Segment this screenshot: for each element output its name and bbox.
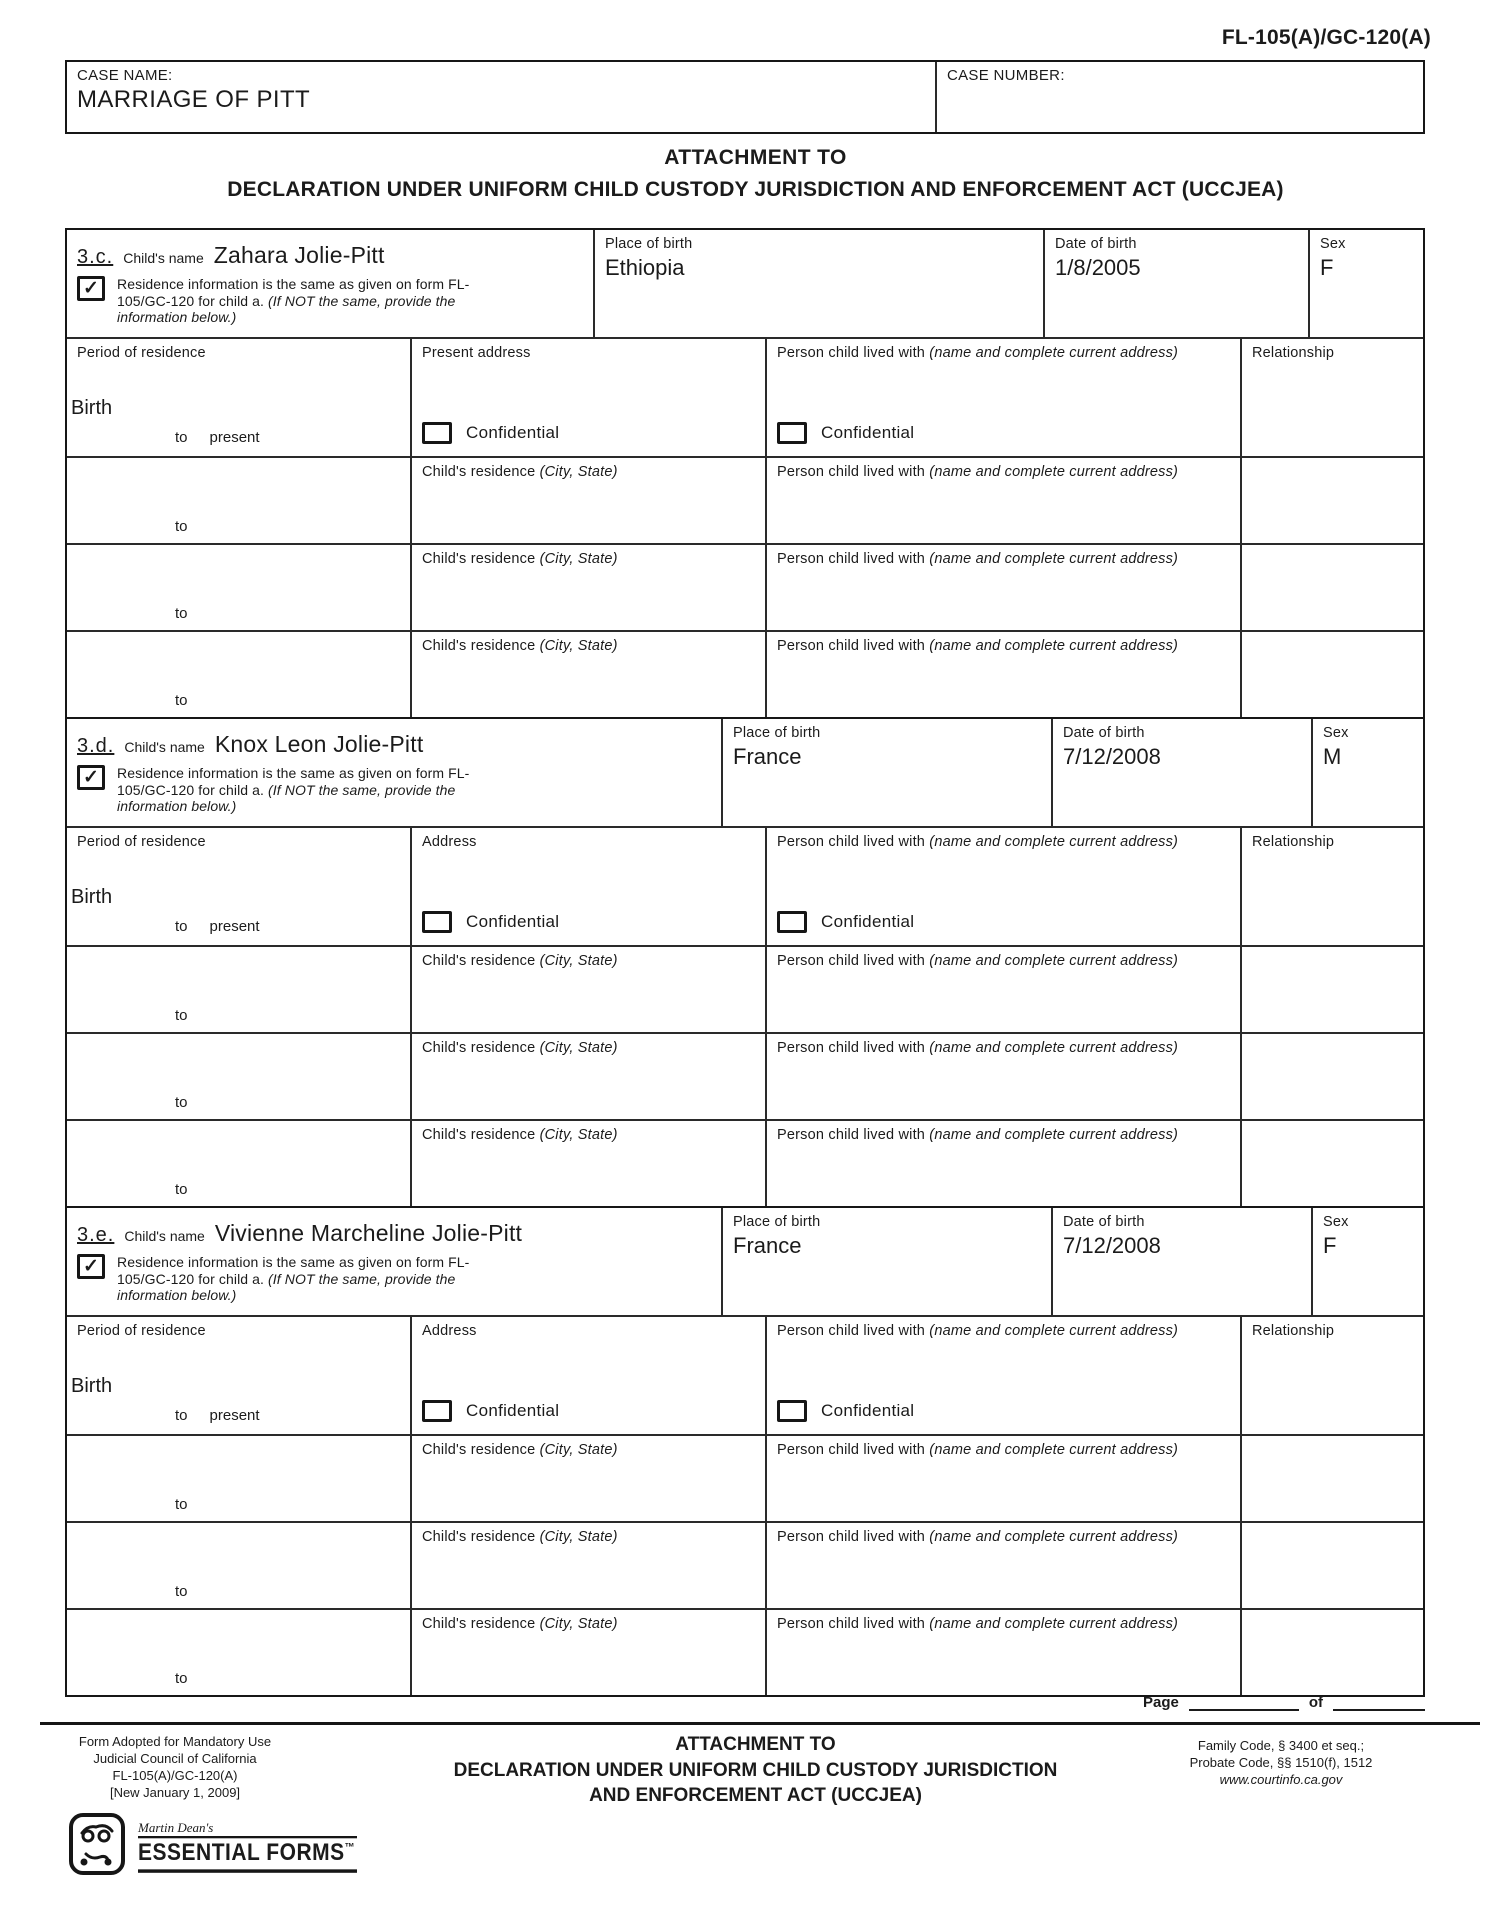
- address-cell: [412, 947, 767, 1032]
- residence-row: [67, 945, 1423, 1032]
- date-of-birth-value: 1/8/2005: [1055, 255, 1141, 280]
- person-lived-with-label: [777, 638, 1230, 654]
- period-of-residence-cell: [67, 947, 412, 1032]
- period-of-residence-cell: [67, 545, 412, 630]
- person-lived-with-cell: [767, 339, 1242, 456]
- logo-brand-name: Martin Dean's: [138, 1820, 214, 1835]
- person-lived-with-label: [777, 1040, 1230, 1056]
- present-label: present: [209, 429, 260, 446]
- confidential-checkbox[interactable]: [777, 422, 807, 444]
- child-name-value: Vivienne Marcheline Jolie-Pitt: [214, 1220, 523, 1246]
- residence-note-plain: Residence information is the same as given on form FL-105/GC-120 for child a.: [117, 1254, 470, 1287]
- childs-residence-plain: Child's residence: [422, 1127, 540, 1143]
- childs-residence-label: [422, 1127, 755, 1143]
- childs-residence-plain: Child's residence: [422, 551, 540, 567]
- person-lived-with-label: [777, 1529, 1230, 1545]
- case-name-value: MARRIAGE OF PITT: [77, 86, 311, 113]
- item-number: 3.c.: [77, 246, 114, 268]
- to-label: to: [175, 918, 188, 935]
- person-label-italic: (name and complete current address): [929, 551, 1179, 567]
- place-of-birth-label: Place of birth: [605, 236, 693, 252]
- person-lived-with-label: [777, 834, 1230, 850]
- to-label: to: [175, 1007, 188, 1024]
- page-number-blank: [1189, 1697, 1299, 1711]
- place-of-birth-cell: [595, 230, 1045, 337]
- person-lived-with-cell: [767, 1523, 1242, 1608]
- adoption-line: Judicial Council of California: [93, 1750, 257, 1766]
- child-header-row: [67, 1208, 1423, 1315]
- period-of-residence-cell: [67, 1121, 412, 1206]
- item-number: 3.e.: [77, 1224, 115, 1246]
- childs-residence-label: [422, 638, 755, 654]
- person-lived-with-label: [777, 1323, 1230, 1339]
- person-label-italic: (name and complete current address): [929, 1616, 1179, 1632]
- to-label: to: [175, 1094, 188, 1111]
- childs-residence-label: [422, 551, 755, 567]
- period-of-residence-cell: [67, 1034, 412, 1119]
- relationship-cell: [1242, 1121, 1423, 1206]
- residence-note-plain: Residence information is the same as given on form FL-105/GC-120 for child a.: [117, 276, 470, 309]
- person-label-plain: Person child lived with: [777, 464, 930, 480]
- birth-value: Birth: [71, 397, 113, 419]
- date-of-birth-label: Date of birth: [1063, 725, 1145, 741]
- person-label-italic: (name and complete current address): [929, 638, 1179, 654]
- period-of-residence-label: Period of residence: [77, 1323, 206, 1339]
- present-label: present: [209, 1407, 260, 1424]
- case-name-label: CASE NAME:: [77, 67, 173, 84]
- person-lived-with-cell: [767, 545, 1242, 630]
- period-of-residence-cell: [67, 1436, 412, 1521]
- to-label: to: [175, 1407, 188, 1424]
- place-of-birth-value: France: [733, 744, 802, 769]
- place-of-birth-value: Ethiopia: [605, 255, 685, 280]
- address-cell: [412, 339, 767, 456]
- residence-note: [117, 276, 497, 326]
- childs-residence-plain: Child's residence: [422, 953, 540, 969]
- relationship-cell: [1242, 458, 1423, 543]
- relationship-cell: [1242, 339, 1423, 456]
- period-of-residence-cell: [67, 828, 412, 945]
- person-label-italic: (name and complete current address): [929, 1127, 1179, 1143]
- address-cell: [412, 1034, 767, 1119]
- address-header: Address: [422, 1323, 477, 1339]
- person-label-plain: Person child lived with: [777, 1127, 930, 1143]
- period-of-residence-label: Period of residence: [77, 834, 206, 850]
- child-name-cell: [67, 719, 723, 826]
- childs-residence-plain: Child's residence: [422, 1529, 540, 1545]
- person-label-italic: (name and complete current address): [929, 1040, 1179, 1056]
- relationship-cell: [1242, 1317, 1423, 1434]
- person-lived-with-label: [777, 345, 1230, 361]
- child-section-3c: [67, 230, 1423, 717]
- sex-value: M: [1323, 744, 1342, 769]
- to-label: to: [175, 1670, 188, 1687]
- person-lived-with-cell: [767, 458, 1242, 543]
- person-label-plain: Person child lived with: [777, 1040, 930, 1056]
- person-label-plain: Person child lived with: [777, 638, 930, 654]
- sex-value: F: [1320, 255, 1334, 280]
- childs-residence-label: [422, 464, 755, 480]
- person-lived-with-cell: [767, 632, 1242, 717]
- residence-row: [67, 1119, 1423, 1206]
- place-of-birth-value: France: [733, 1233, 802, 1258]
- residence-row: [67, 1434, 1423, 1521]
- person-lived-with-label: [777, 551, 1230, 567]
- residence-same-checkbox[interactable]: ✓: [77, 276, 105, 301]
- adoption-line: [New January 1, 2009]: [109, 1784, 241, 1800]
- courtinfo-url: www.courtinfo.ca.gov: [1219, 1771, 1343, 1787]
- person-lived-with-cell: [767, 828, 1242, 945]
- childs-residence-italic: (City, State): [539, 638, 618, 654]
- attachment-form-body: [65, 228, 1425, 1697]
- child-header-row: [67, 230, 1423, 337]
- person-label-plain: Person child lived with: [777, 1529, 930, 1545]
- address-cell: [412, 545, 767, 630]
- to-label: to: [175, 429, 188, 446]
- period-of-residence-cell: [67, 632, 412, 717]
- child-name-value: Zahara Jolie-Pitt: [213, 242, 385, 268]
- adoption-line: Form Adopted for Mandatory Use: [78, 1734, 272, 1749]
- person-label-plain: Person child lived with: [777, 345, 930, 361]
- item-number: 3.d.: [77, 735, 115, 757]
- place-of-birth-cell: [723, 719, 1053, 826]
- confidential-checkbox[interactable]: [777, 911, 807, 933]
- period-of-residence-label: Period of residence: [77, 345, 206, 361]
- child-name-cell: [67, 1208, 723, 1315]
- place-of-birth-cell: [723, 1208, 1053, 1315]
- relationship-cell: [1242, 1436, 1423, 1521]
- person-lived-with-cell: [767, 1121, 1242, 1206]
- person-lived-with-cell: [767, 1317, 1242, 1434]
- code-references: [1131, 1738, 1431, 1789]
- period-of-residence-cell: [67, 458, 412, 543]
- childs-residence-plain: Child's residence: [422, 638, 540, 654]
- date-of-birth-label: Date of birth: [1063, 1214, 1145, 1230]
- sex-cell: [1313, 719, 1423, 826]
- confidential-label: Confidential: [821, 912, 915, 931]
- childs-residence-label: [422, 1040, 755, 1056]
- relationship-cell: [1242, 1610, 1423, 1695]
- sex-label: Sex: [1323, 725, 1349, 741]
- residence-row-first: [67, 1315, 1423, 1434]
- person-label-italic: (name and complete current address): [929, 834, 1179, 850]
- document-title-line2: DECLARATION UNDER UNIFORM CHILD CUSTODY JURISDICTION AND ENFORCEMENT ACT (UCCJEA): [227, 178, 1284, 201]
- relationship-cell: [1242, 828, 1423, 945]
- address-cell: [412, 1436, 767, 1521]
- childs-residence-plain: Child's residence: [422, 1040, 540, 1056]
- code-reference-line: Family Code, § 3400 et seq.;: [1197, 1738, 1365, 1753]
- person-lived-with-label: [777, 1616, 1230, 1632]
- residence-row-first: [67, 337, 1423, 456]
- person-label-plain: Person child lived with: [777, 1442, 930, 1458]
- relationship-cell: [1242, 947, 1423, 1032]
- sex-value: F: [1323, 1233, 1337, 1258]
- essential-forms-logo-text: [138, 1820, 357, 1868]
- person-label-plain: Person child lived with: [777, 953, 930, 969]
- childs-residence-plain: Child's residence: [422, 1616, 540, 1632]
- to-label: to: [175, 692, 188, 709]
- childs-residence-label: [422, 1616, 755, 1632]
- address-cell: [412, 1610, 767, 1695]
- to-present-label: [175, 429, 260, 446]
- residence-row: [67, 543, 1423, 630]
- relationship-cell: [1242, 632, 1423, 717]
- date-of-birth-value: 7/12/2008: [1063, 1233, 1161, 1258]
- address-cell: [412, 1523, 767, 1608]
- footer-divider: [40, 1722, 1480, 1725]
- address-header: Address: [422, 834, 477, 850]
- logo-product-name: ESSENTIAL FORMS™: [138, 1836, 357, 1873]
- confidential-label: Confidential: [821, 1401, 915, 1420]
- address-cell: [412, 632, 767, 717]
- date-of-birth-label: Date of birth: [1055, 236, 1137, 252]
- person-label-italic: (name and complete current address): [929, 1442, 1179, 1458]
- relationship-label: Relationship: [1252, 834, 1335, 850]
- childs-residence-italic: (City, State): [539, 1040, 618, 1056]
- case-number-label: CASE NUMBER:: [947, 67, 1065, 84]
- person-label-plain: Person child lived with: [777, 551, 930, 567]
- code-reference-line: Probate Code, §§ 1510(f), 1512: [1189, 1754, 1373, 1770]
- case-header-box: [65, 60, 1425, 134]
- sex-cell: [1310, 230, 1423, 337]
- relationship-label: Relationship: [1252, 345, 1335, 361]
- essential-forms-logo-icon: [68, 1812, 126, 1876]
- date-of-birth-cell: [1053, 1208, 1313, 1315]
- residence-same-checkbox[interactable]: ✓: [77, 1254, 105, 1279]
- person-label-italic: (name and complete current address): [929, 345, 1179, 361]
- footer-title-line2: DECLARATION UNDER UNIFORM CHILD CUSTODY JURISDICTION: [453, 1759, 1058, 1781]
- childs-name-label: Child's name: [124, 739, 205, 755]
- residence-note-italic: (If NOT the same, provide the information below.): [117, 292, 456, 326]
- residence-note: [117, 765, 497, 815]
- footer-title-line1: ATTACHMENT TO: [675, 1734, 836, 1755]
- to-label: to: [175, 1181, 188, 1198]
- to-present-label: [175, 918, 260, 935]
- childs-residence-italic: (City, State): [539, 1529, 618, 1545]
- confidential-checkbox[interactable]: [422, 422, 452, 444]
- residence-row: [67, 1032, 1423, 1119]
- confidential-label: Confidential: [466, 912, 560, 931]
- birth-value: Birth: [71, 1375, 113, 1397]
- person-label-plain: Person child lived with: [777, 1323, 930, 1339]
- period-of-residence-cell: [67, 1523, 412, 1608]
- residence-row: [67, 456, 1423, 543]
- confidential-checkbox[interactable]: [777, 1400, 807, 1422]
- case-name-cell: [67, 62, 937, 132]
- address-cell: [412, 1317, 767, 1434]
- child-section-3e: [67, 1206, 1423, 1695]
- sex-label: Sex: [1320, 236, 1346, 252]
- residence-note-italic: (If NOT the same, provide the information below.): [117, 1270, 456, 1304]
- person-lived-with-cell: [767, 1436, 1242, 1521]
- person-label-italic: (name and complete current address): [929, 953, 1179, 969]
- childs-residence-italic: (City, State): [539, 551, 618, 567]
- to-label: to: [175, 605, 188, 622]
- address-cell: [412, 458, 767, 543]
- date-of-birth-cell: [1045, 230, 1310, 337]
- confidential-label: Confidential: [466, 1401, 560, 1420]
- birth-value: Birth: [71, 886, 113, 908]
- childs-residence-italic: (City, State): [539, 1616, 618, 1632]
- trademark-symbol: ™: [344, 1841, 356, 1855]
- relationship-cell: [1242, 1523, 1423, 1608]
- document-title-line1: ATTACHMENT TO: [664, 146, 847, 169]
- address-header: Present address: [422, 345, 531, 361]
- residence-row: [67, 630, 1423, 717]
- person-lived-with-label: [777, 1442, 1230, 1458]
- page-label: Page: [1142, 1694, 1179, 1711]
- place-of-birth-label: Place of birth: [733, 1214, 821, 1230]
- childs-name-label: Child's name: [123, 250, 204, 266]
- residence-same-checkbox[interactable]: ✓: [77, 765, 105, 790]
- childs-residence-label: [422, 953, 755, 969]
- person-lived-with-cell: [767, 947, 1242, 1032]
- person-lived-with-cell: [767, 1610, 1242, 1695]
- sex-cell: [1313, 1208, 1423, 1315]
- child-name-value: Knox Leon Jolie-Pitt: [214, 731, 424, 757]
- present-label: present: [209, 918, 260, 935]
- residence-note-italic: (If NOT the same, provide the information below.): [117, 781, 456, 815]
- child-name-cell: [67, 230, 595, 337]
- address-cell: [412, 828, 767, 945]
- child-section-3d: [67, 717, 1423, 1206]
- residence-note: [117, 1254, 497, 1304]
- of-label: of: [1308, 1694, 1323, 1711]
- relationship-cell: [1242, 1034, 1423, 1119]
- address-cell: [412, 1121, 767, 1206]
- date-of-birth-cell: [1053, 719, 1313, 826]
- person-label-italic: (name and complete current address): [929, 1529, 1179, 1545]
- confidential-label: Confidential: [821, 423, 915, 442]
- footer-title-line3: AND ENFORCEMENT ACT (UCCJEA): [589, 1785, 922, 1807]
- residence-note-plain: Residence information is the same as given on form FL-105/GC-120 for child a.: [117, 765, 470, 798]
- form-number: FL-105(A)/GC-120(A): [1221, 26, 1431, 49]
- person-lived-with-label: [777, 464, 1230, 480]
- person-label-plain: Person child lived with: [777, 834, 930, 850]
- person-label-italic: (name and complete current address): [929, 1323, 1179, 1339]
- sex-label: Sex: [1323, 1214, 1349, 1230]
- page-number-line: [1143, 1694, 1425, 1711]
- to-label: to: [175, 1496, 188, 1513]
- person-label-italic: (name and complete current address): [929, 464, 1179, 480]
- person-label-plain: Person child lived with: [777, 1616, 930, 1632]
- to-present-label: [175, 1407, 260, 1424]
- confidential-checkbox[interactable]: [422, 1400, 452, 1422]
- confidential-label: Confidential: [466, 423, 560, 442]
- childs-name-label: Child's name: [124, 1228, 205, 1244]
- child-header-row: [67, 719, 1423, 826]
- to-label: to: [175, 518, 188, 535]
- confidential-checkbox[interactable]: [422, 911, 452, 933]
- person-lived-with-label: [777, 953, 1230, 969]
- page-total-blank: [1333, 1697, 1425, 1711]
- childs-residence-italic: (City, State): [539, 464, 618, 480]
- period-of-residence-cell: [67, 1610, 412, 1695]
- childs-residence-italic: (City, State): [539, 1442, 618, 1458]
- residence-row-first: [67, 826, 1423, 945]
- person-lived-with-label: [777, 1127, 1230, 1143]
- relationship-label: Relationship: [1252, 1323, 1335, 1339]
- place-of-birth-label: Place of birth: [733, 725, 821, 741]
- residence-row: [67, 1608, 1423, 1695]
- adoption-line: FL-105(A)/GC-120(A): [112, 1767, 238, 1783]
- childs-residence-italic: (City, State): [539, 1127, 618, 1143]
- case-number-cell: [937, 62, 1423, 132]
- essential-forms-logo-block: [68, 1812, 357, 1876]
- childs-residence-italic: (City, State): [539, 953, 618, 969]
- person-lived-with-cell: [767, 1034, 1242, 1119]
- date-of-birth-value: 7/12/2008: [1063, 744, 1161, 769]
- childs-residence-plain: Child's residence: [422, 1442, 540, 1458]
- period-of-residence-cell: [67, 1317, 412, 1434]
- childs-residence-plain: Child's residence: [422, 464, 540, 480]
- residence-row: [67, 1521, 1423, 1608]
- period-of-residence-cell: [67, 339, 412, 456]
- relationship-cell: [1242, 545, 1423, 630]
- childs-residence-label: [422, 1442, 755, 1458]
- childs-residence-label: [422, 1529, 755, 1545]
- to-label: to: [175, 1583, 188, 1600]
